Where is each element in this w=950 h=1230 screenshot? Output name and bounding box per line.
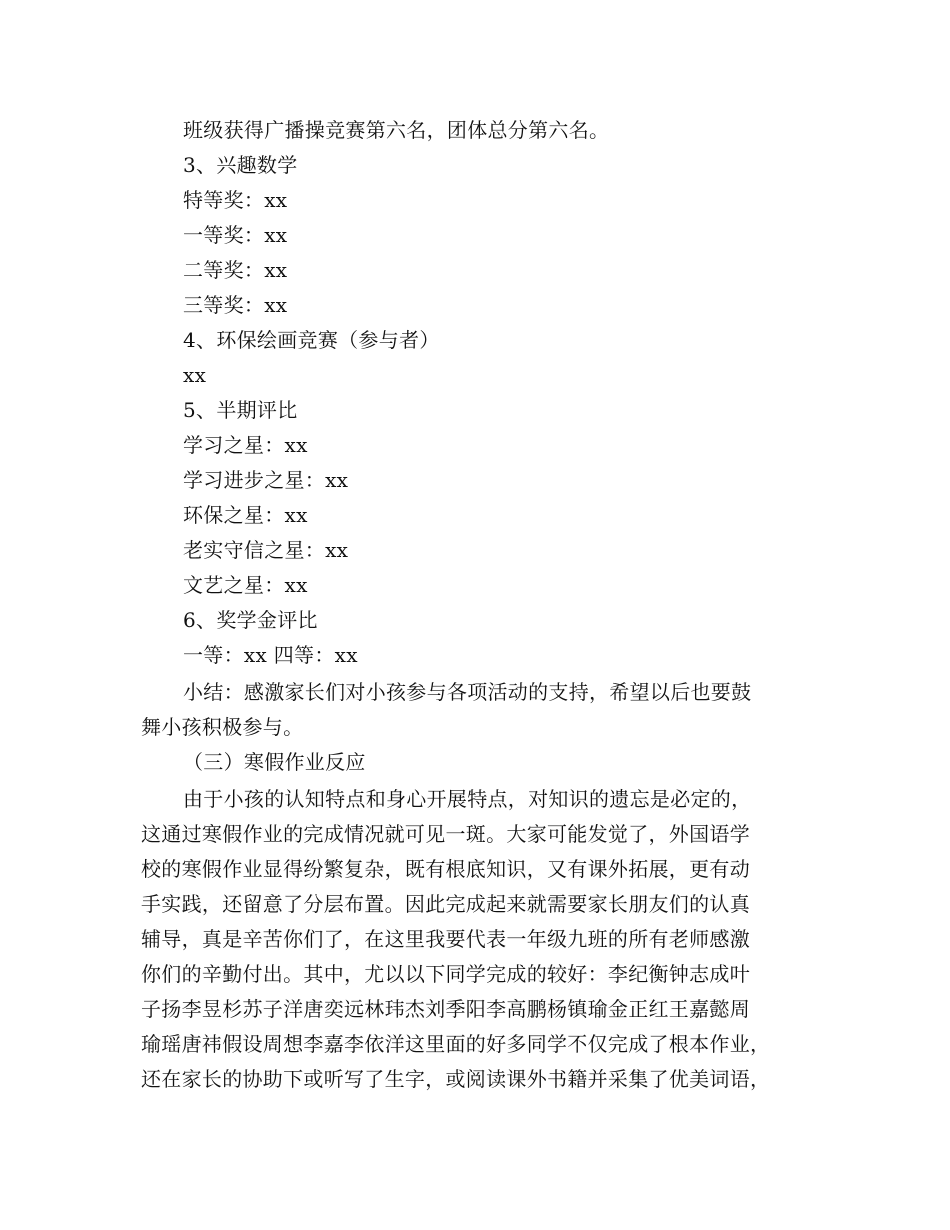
paragraph-line: 这通过寒假作业的完成情况就可见一斑。大家可能发觉了，外国语学	[141, 822, 750, 846]
award-line: 学习进步之星：xx	[183, 468, 349, 492]
paragraph-line: 子扬李昱杉苏子洋唐奕远林玮杰刘季阳李高鹏杨镇瑜金正红王嘉懿周	[141, 997, 750, 1021]
section-heading: 6、奖学金评比	[183, 608, 318, 632]
participant-line: xx	[183, 363, 207, 387]
section-heading: （三）寒假作业反应	[183, 750, 366, 774]
paragraph-line: 辅导，真是辛苦你们了，在这里我要代表一年级九班的所有老师感激	[141, 927, 750, 951]
paragraph-line: 班级获得广播操竞赛第六名，团体总分第六名。	[183, 118, 610, 142]
paragraph-line: 还在家长的协助下或听写了生字，或阅读课外书籍并采集了优美词语，	[141, 1067, 771, 1091]
paragraph-line: 舞小孩积极参与。	[141, 715, 304, 739]
section-heading: 4、环保绘画竞赛（参与者）	[183, 328, 440, 352]
section-heading: 3、兴趣数学	[183, 153, 298, 177]
paragraph-line: 手实践，还留意了分层布置。因此完成起来就需要家长朋友们的认真	[141, 892, 750, 916]
paragraph-line: 瑜瑶唐祎假设周想李嘉李依洋这里面的好多同学不仅完成了根本作业，	[141, 1032, 771, 1056]
award-line: 二等奖：xx	[183, 258, 288, 282]
award-line: 特等奖：xx	[183, 188, 288, 212]
award-line: 三等奖：xx	[183, 293, 288, 317]
award-line: 一等：xx 四等：xx	[183, 643, 358, 667]
award-line: 环保之星：xx	[183, 503, 308, 527]
paragraph-line: 校的寒假作业显得纷繁复杂，既有根底知识，又有课外拓展，更有动	[141, 857, 750, 881]
paragraph-line: 你们的辛勤付出。其中，尤以以下同学完成的较好：李纪衡钟志成叶	[141, 962, 750, 986]
award-line: 文艺之星：xx	[183, 573, 308, 597]
paragraph-line: 由于小孩的认知特点和身心开展特点，对知识的遗忘是必定的，	[183, 787, 752, 811]
award-line: 一等奖：xx	[183, 223, 288, 247]
paragraph-line: 小结：感激家长们对小孩参与各项活动的支持，希望以后也要鼓	[183, 680, 752, 704]
award-line: 老实守信之星：xx	[183, 538, 349, 562]
section-heading: 5、半期评比	[183, 398, 298, 422]
award-line: 学习之星：xx	[183, 433, 308, 457]
